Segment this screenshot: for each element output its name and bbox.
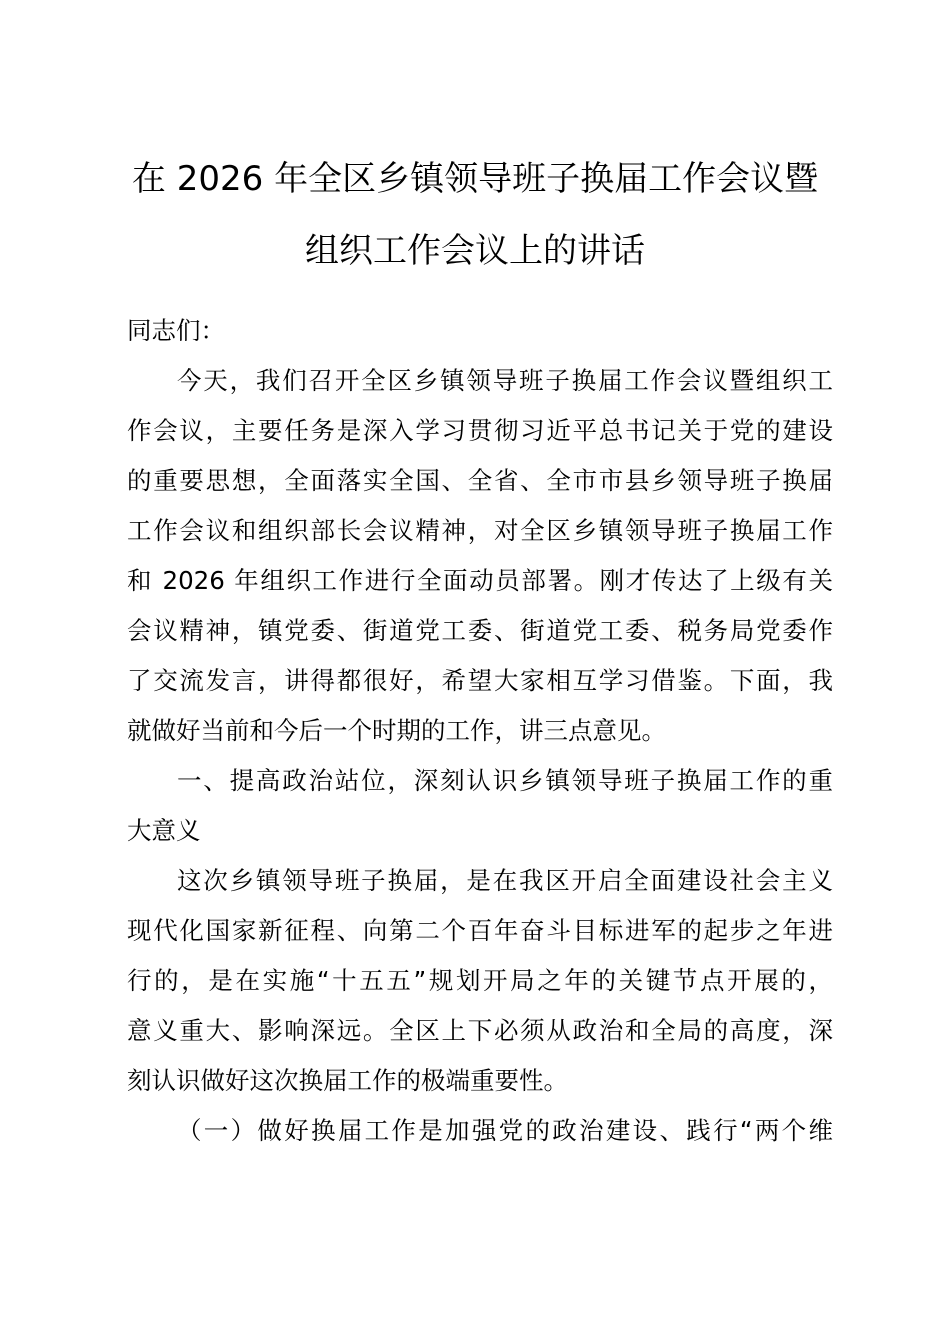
- document-body: [127, 308, 833, 1158]
- title-line-2: 组织工作会议上的讲话: [305, 231, 645, 271]
- body-line: 现代化国家新征程、向第二个百年奋斗目标进军的起步之年进: [127, 916, 833, 945]
- body-line: 这次乡镇领导班子换届，是在我区开启全面建设社会主义: [177, 866, 833, 895]
- section-heading: 一、提高政治站位，深刻认识乡镇领导班子换届工作的重: [177, 766, 833, 795]
- salutation: 同志们：: [127, 316, 225, 345]
- document-title: [100, 156, 850, 274]
- body-line: 今天，我们召开全区乡镇领导班子换届工作会议暨组织工: [177, 366, 833, 395]
- body-line: 工作会议和组织部长会议精神，对全区乡镇领导班子换届工作: [127, 516, 833, 545]
- body-line: 的重要思想，全面落实全国、全省、全市市县乡领导班子换届: [127, 466, 833, 495]
- body-line: 行的，是在实施“十五五”规划开局之年的关键节点开展的，: [127, 966, 833, 995]
- body-line: 刻认识做好这次换届工作的极端重要性。: [127, 1066, 568, 1095]
- body-line: 意义重大、影响深远。全区上下必须从政治和全局的高度，深: [127, 1016, 833, 1045]
- body-line: 和 2026 年组织工作进行全面动员部署。刚才传达了上级有关: [127, 566, 833, 595]
- section-heading-cont: 大意义: [127, 816, 201, 845]
- body-line: 了交流发言，讲得都很好，希望大家相互学习借鉴。下面，我: [127, 666, 833, 695]
- title-line-1: 在 2026 年全区乡镇领导班子换届工作会议暨: [131, 159, 819, 199]
- body-line: 作会议，主要任务是深入学习贯彻习近平总书记关于党的建设: [127, 416, 833, 445]
- body-line: 会议精神，镇党委、街道党工委、街道党工委、税务局党委作: [127, 616, 833, 645]
- body-line: 就做好当前和今后一个时期的工作，讲三点意见。: [127, 716, 666, 745]
- subsection-heading: （一）做好换届工作是加强党的政治建设、践行“两个维: [177, 1116, 833, 1145]
